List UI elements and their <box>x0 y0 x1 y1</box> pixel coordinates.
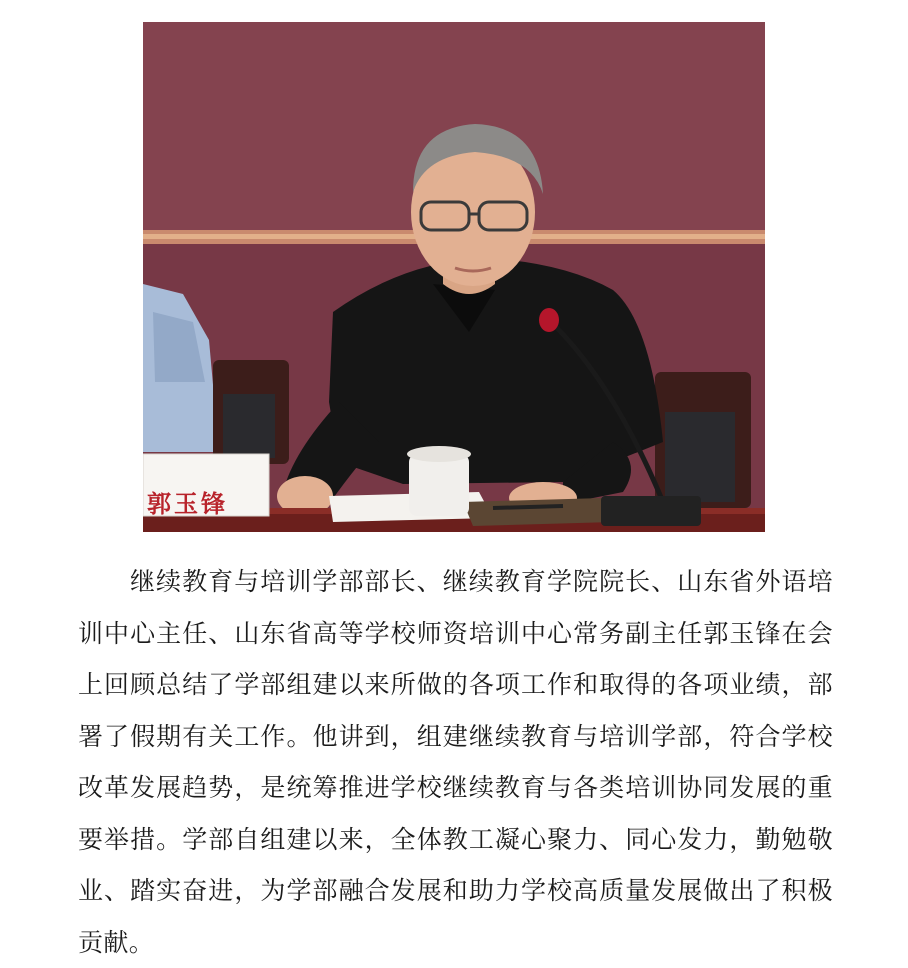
microphone-base <box>601 496 701 526</box>
meeting-photo <box>143 22 765 532</box>
folder <box>463 498 613 526</box>
nameplate-label: 郭玉锋 <box>147 489 228 518</box>
meeting-photo-scene <box>143 22 765 532</box>
microphone-head <box>539 308 559 332</box>
article-paragraph: 继续教育与培训学部部长、继续教育学院院长、山东省外语培训中心主任、山东省高等学校师资培训中心常务副主任郭玉锋在会上回顾总结了学部组建以来所做的各项工作和取得的各项业绩，部署了假期有关工作。他讲到，组建继续教育与培训学部，符合学校改革发展趋势，是统筹推进学校继续教育与各类培训协同发展的重要举措。学部自组建以来，全体教工凝心聚力、同心发力，勤勉敬业、踏实奋进，为学部融合发展和助力学校高质量发展做出了积极贡献。 <box>78 567 833 957</box>
tea-cup <box>409 454 469 516</box>
